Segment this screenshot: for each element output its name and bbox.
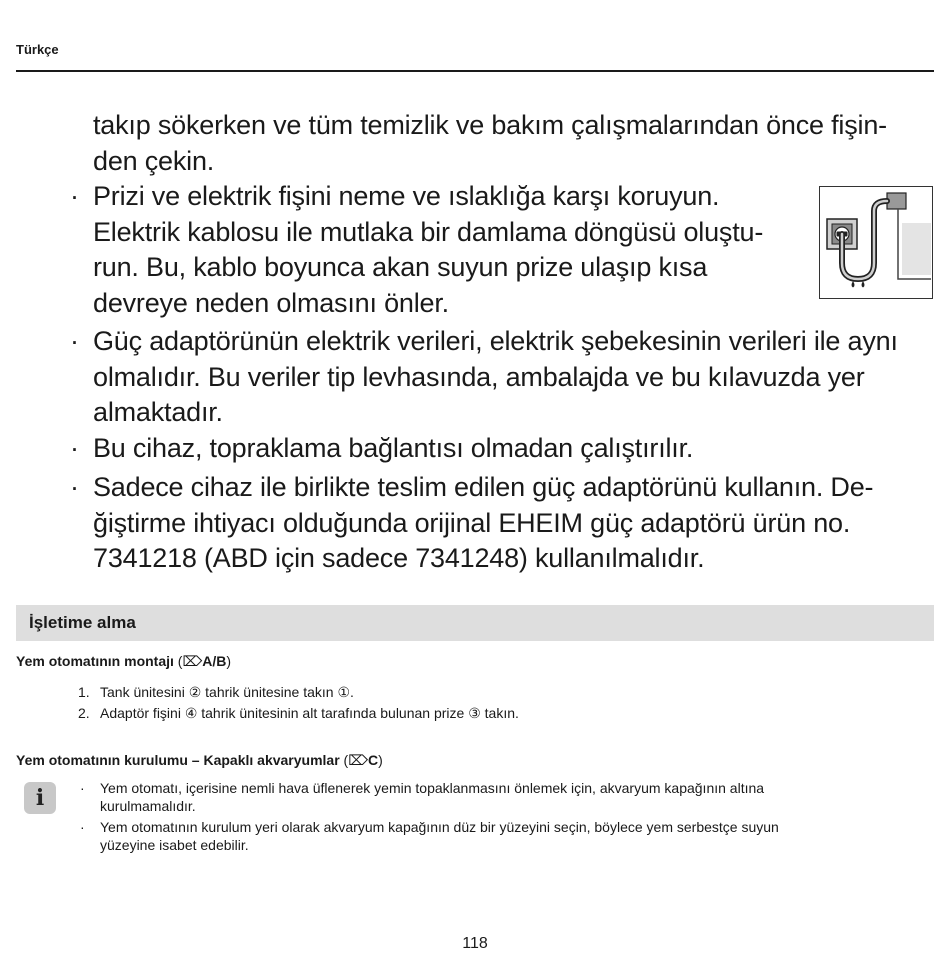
assembly-steps	[78, 682, 519, 724]
note-line: Yem otomatı, içerisine nemli hava üflenerek yemin topaklanmasını önlemek için, akvaryum kapağının altına	[100, 780, 765, 796]
setup-heading	[16, 752, 383, 769]
text-line: Bu cihaz, topraklama bağlantısı olmadan çalıştırılır.	[93, 433, 694, 463]
assembly-heading	[16, 653, 231, 670]
text-line: olmalıdır. Bu veriler tip levhasında, ambalajda ve bu kılavuzda yer	[93, 361, 865, 392]
text-line: Sadece cihaz ile birlikte teslim edilen güç adaptörünü kullanın. De-	[93, 472, 874, 502]
list-item	[80, 779, 930, 815]
bullet: ·	[80, 780, 85, 796]
text-line: Prizi ve elektrik fişini neme ve ıslaklığa karşı koruyun.	[93, 181, 720, 211]
bullet: ·	[80, 819, 85, 835]
safety-item-drip-loop	[70, 179, 930, 321]
list-item	[80, 818, 930, 854]
assembly-title: Yem otomatının montajı	[16, 653, 174, 669]
paren-close: )	[226, 653, 232, 669]
note-line: kurulmamalıdır.	[100, 798, 196, 814]
paren-open: (	[173, 653, 183, 669]
safety-item-adapter	[70, 470, 930, 577]
paren-open: (	[339, 752, 349, 768]
figure-ref: A/B	[202, 653, 227, 669]
bullet: ·	[70, 433, 79, 463]
section-header	[16, 605, 934, 641]
note-line: yüzeyine isabet edebilir.	[100, 837, 249, 853]
text-line: den çekin.	[93, 145, 215, 176]
text-line: 7341218 (ABD için sadece 7341248) kullanılmalıdır.	[93, 543, 705, 573]
text-line: almaktadır.	[93, 397, 223, 427]
setup-title: Yem otomatının kurulumu – Kapaklı akvaryumlar	[16, 752, 340, 768]
text-line: takıp sökerken ve tüm temizlik ve bakım çalışmalarından önce fişin-	[93, 110, 887, 140]
paren-close: )	[378, 752, 383, 768]
step-number: 1.	[78, 684, 90, 700]
drip-loop-illustration	[819, 186, 933, 299]
step-text: Adaptör fişini ④ tahrik ünitesinin alt tarafında bulunan prize ③ takın.	[100, 705, 519, 721]
figure-ref: C	[368, 752, 379, 768]
list-item	[78, 703, 519, 724]
note-line: Yem otomatının kurulum yeri olarak akvaryum kapağının düz bir yüzeyini seçin, böylece yem serbestçe suyun	[100, 819, 779, 835]
language-label: Türkçe	[16, 42, 59, 57]
step-text: Tank ünitesini ② tahrik ünitesine takın ①.	[100, 684, 354, 700]
bullet: ·	[70, 472, 79, 502]
safety-item-grounding	[70, 431, 930, 467]
text-line: Elektrik kablosu ile mutlaka bir damlama döngüsü oluştu-	[93, 216, 764, 247]
figure-ref-icon: ⌦	[348, 752, 369, 768]
info-icon: i	[24, 782, 56, 814]
section-title: İşletime alma	[29, 613, 136, 632]
header-rule	[16, 70, 934, 72]
text-line: devreye neden olmasını önler.	[93, 287, 449, 318]
bullet: ·	[70, 326, 79, 356]
text-line: Güç adaptörünün elektrik verileri, elektrik şebekesinin verileri ile aynı	[93, 326, 898, 356]
text-line: ğiştirme ihtiyacı olduğunda orijinal EHEIM güç adaptörü ürün no.	[93, 507, 851, 538]
bullet: ·	[70, 181, 79, 211]
step-number: 2.	[78, 705, 90, 721]
page-number: 118	[462, 935, 488, 952]
figure-ref-icon: ⌦	[182, 653, 203, 669]
list-item	[78, 682, 519, 703]
text-line: run. Bu, kablo boyunca akan suyun prize ulaşıp kısa	[93, 252, 708, 282]
safety-item-voltage	[70, 324, 930, 431]
safety-continuation	[70, 108, 930, 179]
setup-notes	[80, 779, 930, 857]
